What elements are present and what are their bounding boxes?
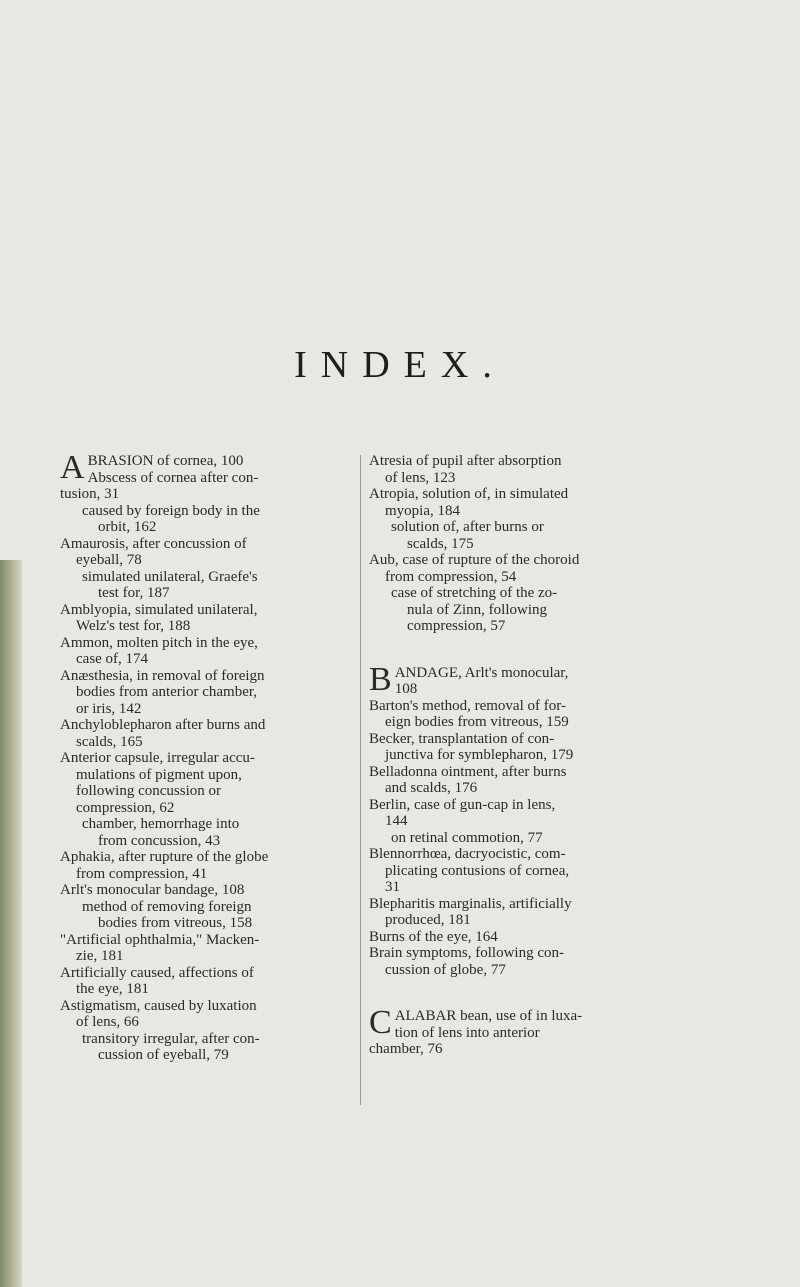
entry-line: Artificially caused, affections of [60,964,254,981]
entry-line: bodies from vitreous, 158 [98,915,253,931]
entry-line: of lens, 66 [76,1014,139,1030]
entry-line: Brain symptoms, following con- [369,945,564,961]
index-entry [369,1004,689,1058]
index-entry [369,896,689,929]
entry-line: Anchyloblepharon after burns and [60,717,266,733]
entry-line: zie, 181 [76,948,124,964]
entry-line: or iris, 142 [76,700,142,717]
entry-line: cussion of globe, 77 [385,961,506,978]
entry-line: Atresia of pupil after absorption [369,453,562,469]
index-entry [60,536,376,569]
entry-line: on retinal commotion, 77 [391,829,543,846]
index-entry [369,846,689,896]
entry-line: tusion, 31 [60,486,120,502]
index-entry [60,882,376,899]
index-entry [369,764,689,797]
entry-line: orbit, 162 [98,519,157,535]
index-subentry [60,899,376,932]
entry-line: bodies from anterior chamber, [76,684,257,700]
index-entry [369,453,689,486]
entry-line: tion of lens into anterior [394,1024,540,1041]
entry-line: from concussion, 43 [98,832,221,849]
drop-initial: B [369,660,392,698]
index-entry [60,449,376,503]
entry-line: solution of, after burns or [391,519,544,535]
entry-line: Amaurosis, after concussion of [60,535,247,552]
entry-line: Belladonna ointment, after burns [369,763,567,780]
entry-line: method of removing foreign [82,898,252,915]
entry-line: test for, 187 [98,585,170,601]
entry-line: Welz's test for, 188 [76,618,191,634]
index-entry [369,698,689,731]
index-entry [60,635,376,668]
index-entry [369,660,689,698]
index-entry [60,849,376,882]
entry-line: eign bodies from vitreous, 159 [385,714,569,730]
index-entry [369,731,689,764]
index-subentry [369,830,689,847]
entry-line: plicating contusions of cornea, [385,862,570,879]
index-subentry [60,569,376,602]
index-entry [369,486,689,519]
entry-line: Blennorrhœa, dacryocistic, com- [369,846,566,862]
entry-line: 108 [394,681,418,697]
index-subentry [60,503,376,536]
entry-line: Burns of the eye, 164 [369,928,498,945]
entry-line: scalds, 165 [76,733,143,750]
index-entry [369,945,689,978]
index-subentry [60,1031,376,1064]
entry-line: and scalds, 176 [385,780,478,796]
entry-line: Abscess of cornea after con- [87,469,259,486]
entry-line: the eye, 181 [76,981,149,997]
entry-line: simulated unilateral, Graefe's [82,568,258,585]
entry-line: of lens, 123 [385,469,456,486]
drop-initial: A [60,449,85,486]
index-entry [369,552,689,585]
entry-line: scalds, 175 [407,535,474,552]
entry-line: from compression, 54 [385,568,517,585]
index-subentry [369,585,689,635]
entry-line: Astigmatism, caused by luxation [60,997,257,1014]
index-column-left [60,449,376,1064]
letter-section-gap [369,635,689,665]
entry-line: BRASION of cornea, 100 [87,453,244,469]
entry-line: junctiva for symblepharon, 179 [385,747,574,763]
index-entry [60,932,376,965]
index-subentry [369,519,689,552]
entry-line: Aub, case of rupture of the choroid [369,552,580,568]
entry-line: Anterior capsule, irregular accu- [60,750,255,766]
entry-line: Berlin, case of gun-cap in lens, [369,796,556,813]
entry-line: Arlt's monocular bandage, 108 [60,882,245,898]
page-edge-shadow [0,560,22,1287]
drop-initial: C [369,1004,392,1041]
index-entry [369,797,689,830]
entry-line: chamber, 76 [369,1041,443,1057]
entry-line: transitory irregular, after con- [82,1030,260,1047]
entry-line: Barton's method, removal of for- [369,697,566,714]
entry-line: chamber, hemorrhage into [82,816,240,832]
index-column-right [369,453,689,1058]
entry-line: following concussion or [76,783,221,799]
index-entry [60,717,376,750]
entry-line: mulations of pigment upon, [76,766,242,783]
index-entry [60,750,376,816]
index-subentry [60,816,376,849]
entry-line: caused by foreign body in the [82,502,260,519]
entry-line: compression, 57 [407,618,506,634]
letter-section-gap [369,978,689,1008]
index-entry [60,998,376,1031]
entry-line: Becker, transplantation of con- [369,730,555,747]
entry-line: ANDAGE, Arlt's monocular, [394,664,569,681]
entry-line: nula of Zinn, following [407,601,547,618]
index-entry [60,668,376,718]
entry-line: Amblyopia, simulated unilateral, [60,601,258,618]
entry-line: produced, 181 [385,912,471,928]
entry-line: compression, 62 [76,799,175,816]
index-entry [60,965,376,998]
index-title: INDEX. [294,344,506,387]
entry-line: Ammon, molten pitch in the eye, [60,634,258,651]
entry-line: Aphakia, after rupture of the globe [60,849,269,865]
entry-line: Blepharitis marginalis, artificially [369,895,572,912]
index-entry [60,602,376,635]
entry-line: case of, 174 [76,651,149,667]
entry-line: case of stretching of the zo- [391,585,558,601]
entry-line: 144 [385,813,408,829]
entry-line: from compression, 41 [76,865,208,882]
entry-line: cussion of eyeball, 79 [98,1047,229,1063]
index-entry [369,929,689,946]
entry-line: "Artificial ophthalmia," Macken- [60,931,260,948]
entry-line: eyeball, 78 [76,552,142,568]
entry-line: Anæsthesia, in removal of foreign [60,667,265,684]
entry-line: Atropia, solution of, in simulated [369,486,569,502]
entry-line: myopia, 184 [385,502,460,519]
entry-line: ALABAR bean, use of in luxa- [394,1008,583,1024]
entry-line: 31 [385,879,400,895]
